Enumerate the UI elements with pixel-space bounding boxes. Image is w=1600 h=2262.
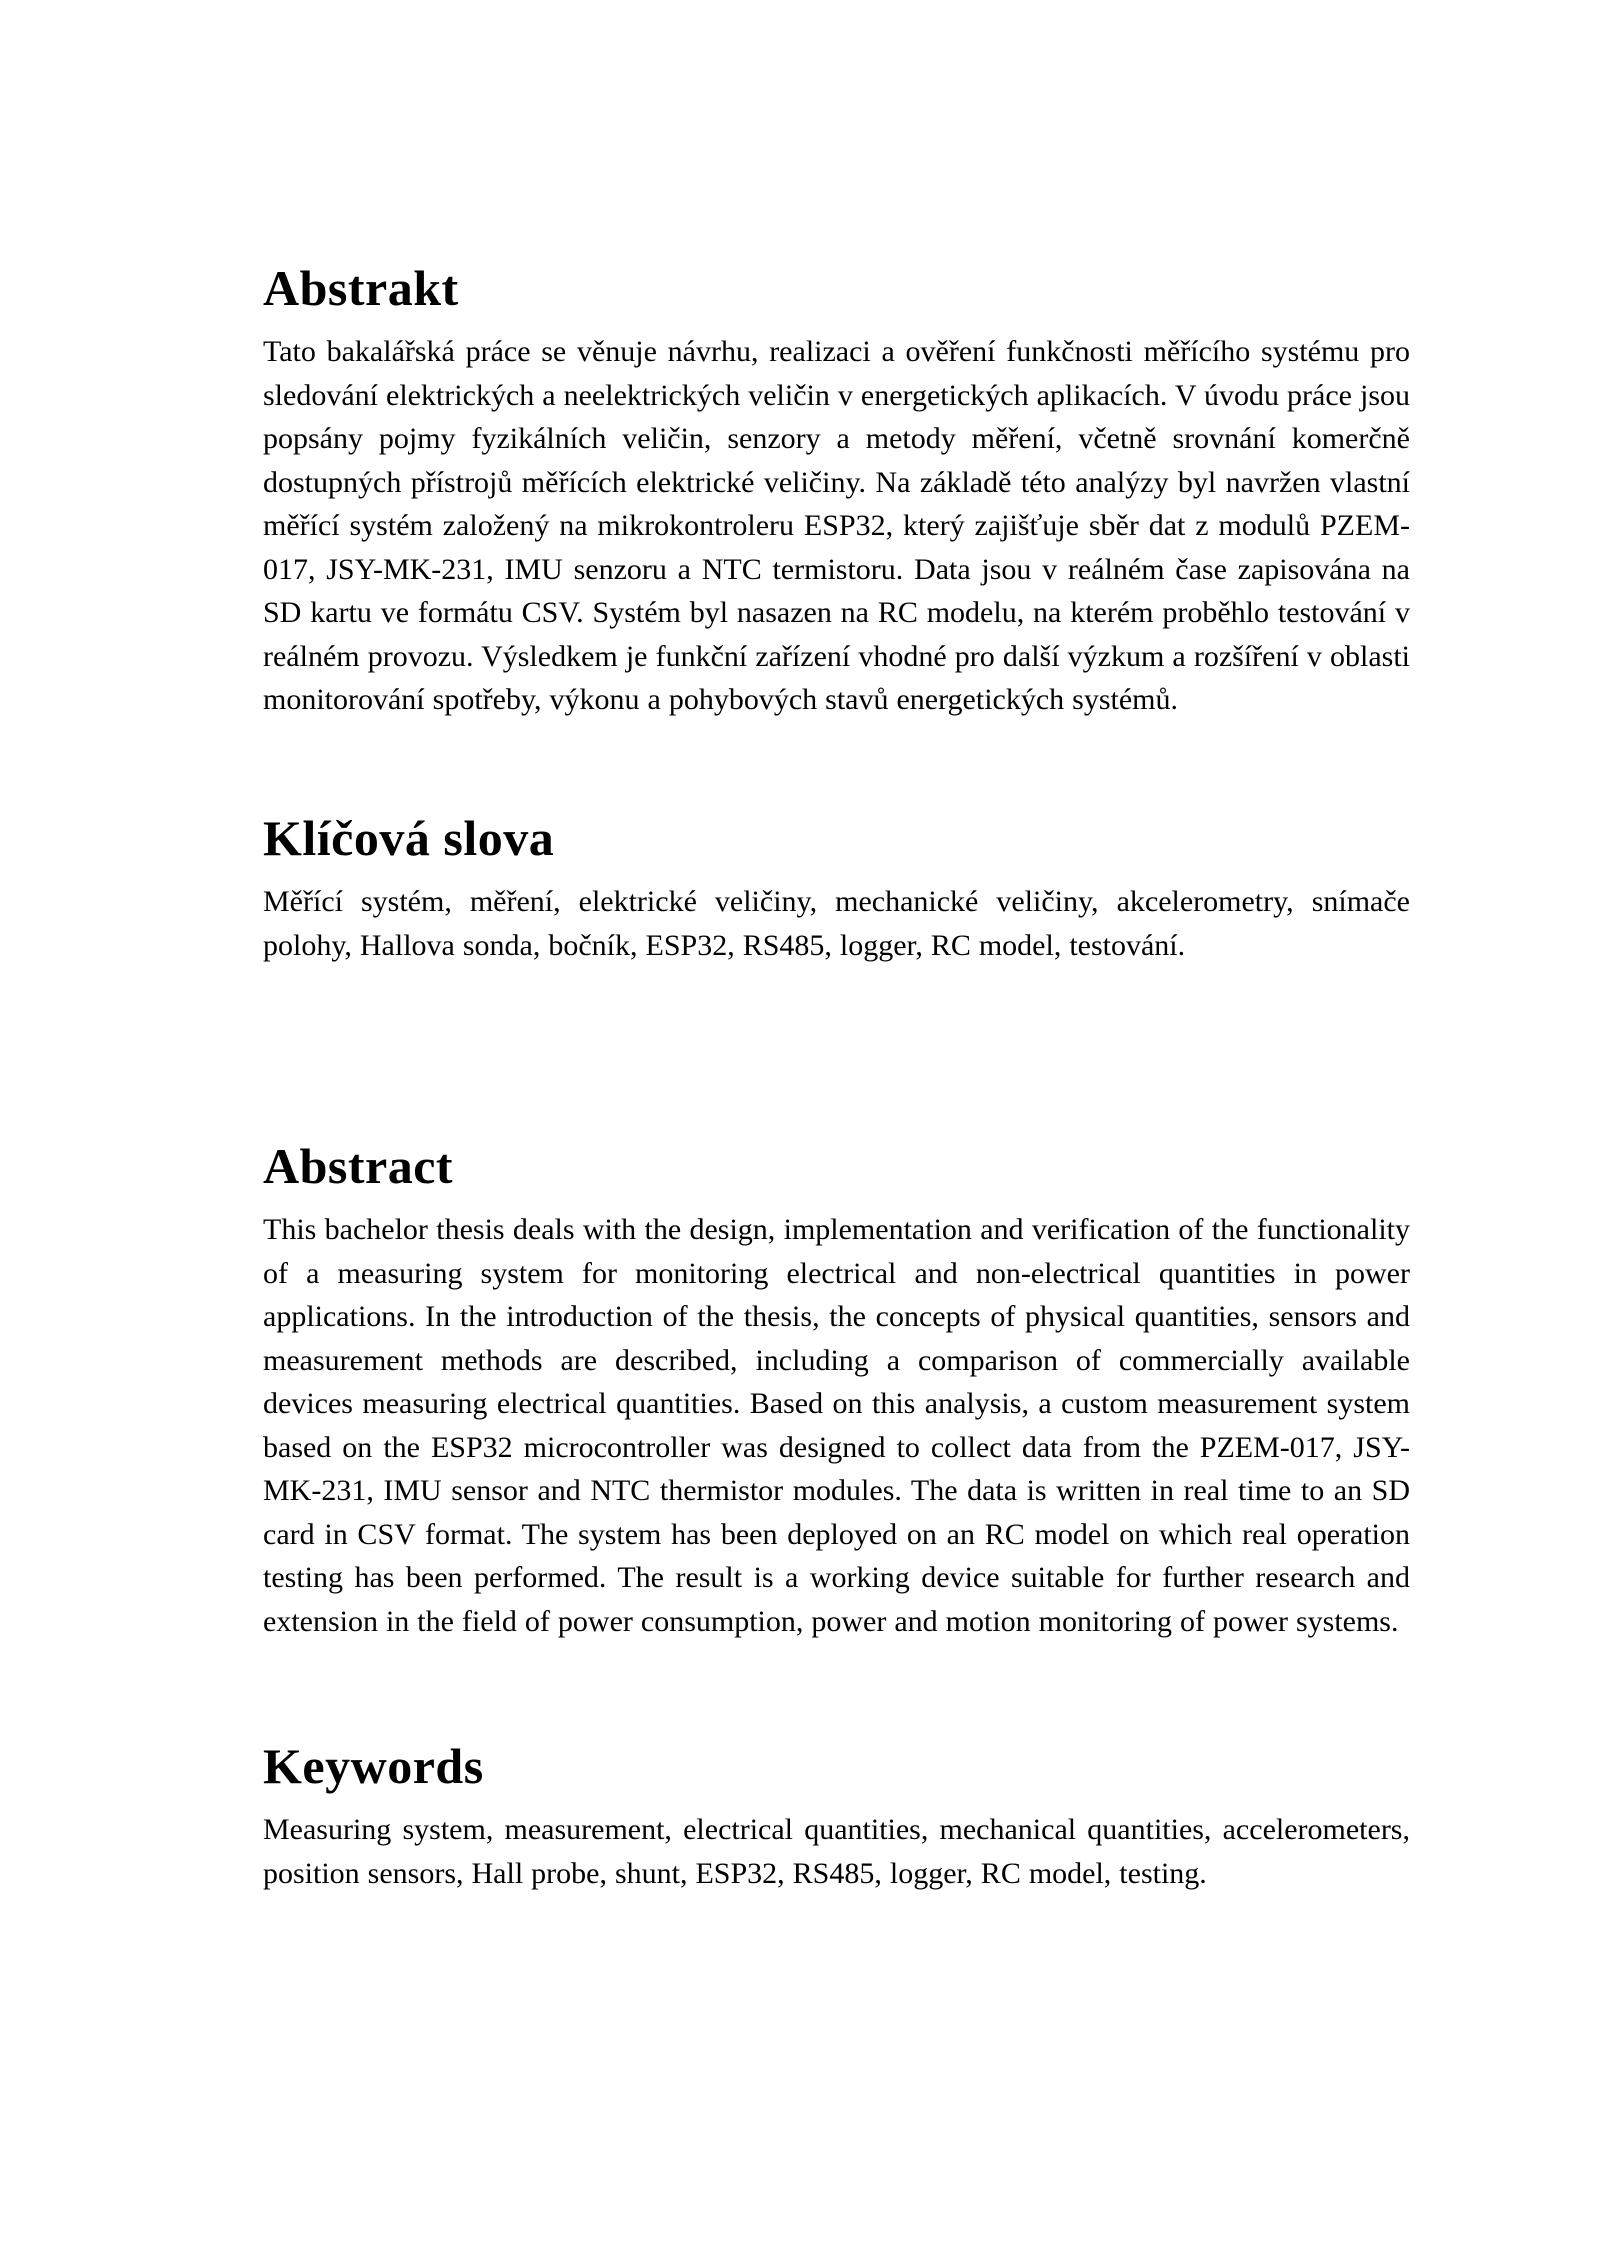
paragraph-keywords-en: Measuring system, measurement, electrical quantities, mechanical quantities, accelerometers, position sensors, Hall probe, shunt, ESP32, RS485, logger, RC model, testing. — [263, 1813, 1410, 1890]
heading-abstract-en: Abstract — [263, 1138, 454, 1194]
section-abstract-en — [263, 1138, 1410, 1643]
section-keywords-en — [263, 1738, 1410, 1895]
section-abstrakt-cz — [263, 260, 1410, 722]
paragraph-abstrakt-cz: Tato bakalářská práce se věnuje návrhu, realizaci a ověření funkčnosti měřícího systému pro sledování elektrických a neelektrických veličin v energetických aplikacích. V úvodu práce jsou popsány pojmy fyzikálních veličin, senzory a metody měření, včetně srovnání komerčně dostupných přístrojů měřících elektrické veličiny. Na základě této analýzy byl navržen vlastní měřící systém založený na mikrokontroleru ESP32, který zajišťuje sběr dat z modulů PZEM-017, JSY-MK-231, IMU senzoru a NTC termistoru. Data jsou v reálném čase zapisována na SD kartu ve formátu CSV. Systém byl nasazen na RC modelu, na kterém proběhlo testování v reálném provozu. Výsledkem je funkční zařízení vhodné pro další výzkum a rozšíření v oblasti monitorování spotřeby, výkonu a pohybových stavů energetických systémů. — [263, 335, 1410, 716]
heading-keywords-en: Keywords — [263, 1738, 484, 1794]
paragraph-klicova-slova: Měřící systém, měření, elektrické veličiny, mechanické veličiny, akcelerometry, snímače polohy, Hallova sonda, bočník, ESP32, RS485, logger, RC model, testování. — [263, 885, 1410, 962]
paragraph-abstract-en: This bachelor thesis deals with the design, implementation and verification of the functionality of a measuring system for monitoring electrical and non-electrical quantities in power applications. In the introduction of the thesis, the concepts of physical quantities, sensors and measurement methods are described, including a comparison of commercially available devices measuring electrical quantities. Based on this analysis, a custom measurement system based on the ESP32 microcontroller was designed to collect data from the PZEM-017, JSY-MK-231, IMU sensor and NTC thermistor modules. The data is written in real time to an SD card in CSV format. The system has been deployed on an RC model on which real operation testing has been performed. The result is a working device suitable for further research and extension in the field of power consumption, power and motion monitoring of power systems. — [263, 1213, 1410, 1638]
section-klicova-slova — [263, 810, 1410, 967]
heading-klicova-slova: Klíčová slova — [263, 810, 555, 866]
heading-abstrakt-cz: Abstrakt — [263, 260, 459, 316]
